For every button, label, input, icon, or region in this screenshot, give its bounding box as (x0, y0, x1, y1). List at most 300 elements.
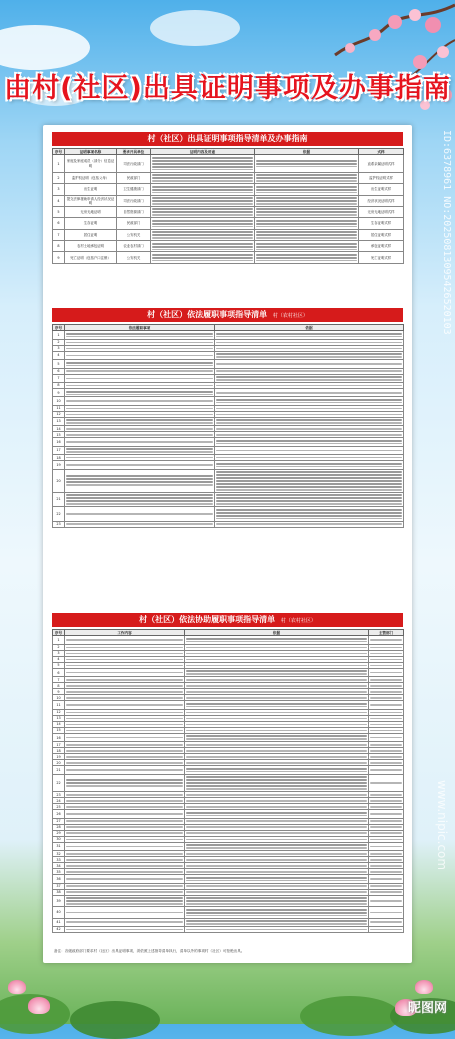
section2-table (52, 324, 404, 528)
text-line-placeholder (186, 653, 367, 655)
duty-basis (215, 397, 404, 405)
row-number: 7 (53, 374, 65, 382)
text-line-placeholder (370, 813, 402, 815)
col-header: 依据 (215, 325, 404, 331)
text-line-placeholder (186, 853, 367, 855)
col-header: 证明内容及用途 (151, 149, 255, 155)
text-line-placeholder (152, 257, 253, 259)
duty-item (65, 360, 215, 368)
col-header: 序号 (53, 630, 65, 636)
text-line-placeholder (216, 443, 402, 445)
text-line-placeholder (66, 744, 183, 746)
item-form: 监护权证明式样 (359, 172, 404, 183)
item-basis (255, 206, 359, 217)
assist-basis (185, 733, 369, 741)
text-line-placeholder (216, 523, 402, 525)
duty-item (65, 507, 215, 521)
assist-item (65, 636, 185, 644)
text-line-placeholder (66, 434, 213, 436)
text-line-placeholder (186, 891, 367, 893)
text-line-placeholder (66, 365, 213, 367)
text-line-placeholder (186, 638, 367, 640)
text-line-placeholder (256, 203, 357, 205)
text-line-placeholder (370, 832, 402, 834)
text-line-placeholder (370, 659, 402, 661)
page-title: 由村(社区)出具证明事项及办事指南 (4, 73, 451, 104)
table-row (53, 195, 404, 206)
text-line-placeholder (370, 762, 402, 764)
row-number: 13 (53, 417, 65, 425)
row-number: 5 (53, 662, 65, 668)
duty-basis (215, 446, 404, 454)
text-line-placeholder (186, 665, 367, 667)
site-logo: 昵图网 (407, 1001, 447, 1016)
text-line-placeholder (216, 500, 402, 502)
text-line-placeholder (186, 685, 367, 687)
text-line-placeholder (66, 370, 213, 372)
col-header: 工作内容 (65, 630, 185, 636)
text-line-placeholder (216, 370, 402, 372)
row-number: 2 (53, 644, 65, 650)
row-number: 19 (53, 754, 65, 760)
text-line-placeholder (152, 211, 253, 213)
item-name: 死亡证明（包括户口注销） (65, 252, 117, 263)
duty-item (65, 492, 215, 506)
text-line-placeholder (66, 385, 213, 387)
text-line-placeholder (216, 385, 402, 387)
assist-item (65, 766, 185, 774)
text-line-placeholder (152, 246, 253, 248)
text-line-placeholder (256, 246, 357, 248)
text-line-placeholder (370, 846, 402, 848)
row-number: 8 (53, 383, 65, 389)
text-line-placeholder (216, 450, 402, 452)
table-row (53, 374, 404, 382)
text-line-placeholder (370, 853, 402, 855)
item-content (151, 172, 255, 183)
text-line-placeholder (186, 697, 367, 699)
row-number: 7 (53, 229, 65, 240)
text-line-placeholder (186, 691, 367, 693)
assist-basis (185, 810, 369, 818)
text-line-placeholder (370, 744, 402, 746)
text-line-placeholder (66, 885, 183, 887)
section3-heading (52, 613, 403, 627)
row-number: 39 (53, 895, 65, 906)
text-line-placeholder (370, 665, 402, 667)
duty-basis (215, 461, 404, 469)
item-name: 出生证明 (65, 184, 117, 195)
text-line-placeholder (152, 174, 253, 176)
issuing-unit: 民政部门 (117, 218, 151, 229)
duty-basis (215, 360, 404, 368)
item-basis (255, 252, 359, 263)
duty-basis (215, 469, 404, 492)
text-line-placeholder (186, 897, 367, 899)
text-line-placeholder (66, 653, 183, 655)
row-number: 4 (53, 195, 65, 206)
text-line-placeholder (66, 826, 183, 828)
table-row (53, 438, 404, 446)
issuing-unit: 公安机关 (117, 252, 151, 263)
issuing-unit: 司法行政部门 (117, 195, 151, 206)
duty-item (65, 397, 215, 405)
section3-heading-text: 村（社区）依法协助履职事项指导清单 (139, 615, 276, 624)
row-number: 19 (53, 461, 65, 469)
text-line-placeholder (66, 475, 213, 477)
text-line-placeholder (66, 503, 213, 505)
text-line-placeholder (66, 481, 213, 483)
issuing-unit: 卫生健康部门 (117, 184, 151, 195)
text-line-placeholder (66, 750, 183, 752)
table-row (53, 507, 404, 521)
text-line-placeholder (216, 379, 402, 381)
section3-table (52, 629, 404, 933)
assist-basis (185, 668, 369, 676)
text-line-placeholder (370, 794, 402, 796)
text-line-placeholder (256, 260, 357, 262)
duty-item (65, 389, 215, 397)
text-line-placeholder (66, 785, 183, 787)
row-number: 7 (53, 677, 65, 683)
table-row (53, 668, 404, 676)
row-number: 8 (53, 241, 65, 252)
section1-heading-text: 村（社区）出具证明事项指导清单及办事指南 (147, 134, 308, 143)
row-number: 25 (53, 804, 65, 810)
text-line-placeholder (66, 523, 213, 525)
text-line-placeholder (186, 776, 367, 778)
text-line-placeholder (256, 197, 357, 199)
row-number: 17 (53, 446, 65, 454)
row-number: 8 (53, 683, 65, 689)
watermark-id: ID:6378961 NO:20250813095426520103 (441, 130, 452, 335)
text-line-placeholder (66, 897, 183, 899)
item-name: 无房无地证明 (65, 206, 117, 217)
text-line-placeholder (256, 257, 357, 259)
item-name: 家庭及家庭成员（部分）信息证明 (65, 155, 117, 172)
text-line-placeholder (186, 909, 367, 911)
text-line-placeholder (66, 865, 183, 867)
row-number: 12 (53, 411, 65, 417)
item-content (151, 206, 255, 217)
text-line-placeholder (256, 186, 357, 188)
text-line-placeholder (186, 859, 367, 861)
text-line-placeholder (186, 730, 367, 732)
row-number: 30 (53, 836, 65, 842)
item-form: 无房无地证明式样 (359, 206, 404, 217)
text-line-placeholder (66, 891, 183, 893)
text-line-placeholder (370, 929, 402, 931)
table-row (53, 229, 404, 240)
text-line-placeholder (216, 503, 402, 505)
text-line-placeholder (186, 782, 367, 784)
text-line-placeholder (256, 163, 357, 165)
text-line-placeholder (256, 249, 357, 251)
text-line-placeholder (216, 434, 402, 436)
text-line-placeholder (66, 497, 213, 499)
duty-item (65, 351, 215, 359)
competent-dept (369, 668, 404, 676)
text-line-placeholder (370, 885, 402, 887)
competent-dept (369, 842, 404, 850)
text-line-placeholder (186, 912, 367, 914)
table-row (53, 875, 404, 883)
text-line-placeholder (66, 422, 213, 424)
text-line-placeholder (216, 428, 402, 430)
text-line-placeholder (152, 249, 253, 251)
duty-item (65, 461, 215, 469)
row-number: 35 (53, 869, 65, 875)
text-line-placeholder (370, 672, 402, 674)
text-line-placeholder (370, 647, 402, 649)
text-line-placeholder (370, 900, 402, 902)
table-row (53, 184, 404, 195)
duty-item (65, 446, 215, 454)
text-line-placeholder (66, 737, 183, 739)
col-header: 序号 (53, 325, 65, 331)
lotus-flower (28, 997, 50, 1014)
competent-dept (369, 907, 404, 918)
row-number: 6 (53, 368, 65, 374)
text-line-placeholder (216, 422, 402, 424)
text-line-placeholder (152, 234, 253, 236)
item-content (151, 195, 255, 206)
item-basis (255, 241, 359, 252)
text-line-placeholder (66, 779, 183, 781)
text-line-placeholder (186, 832, 367, 834)
text-line-placeholder (216, 399, 402, 401)
text-line-placeholder (216, 497, 402, 499)
duty-basis (215, 492, 404, 506)
text-line-placeholder (370, 878, 402, 880)
text-line-placeholder (186, 659, 367, 661)
row-number: 3 (53, 184, 65, 195)
text-line-placeholder (216, 466, 402, 468)
text-line-placeholder (216, 342, 402, 344)
text-line-placeholder (186, 679, 367, 681)
text-line-placeholder (216, 457, 402, 459)
text-line-placeholder (370, 859, 402, 861)
item-form: 经济状况证明式样 (359, 195, 404, 206)
issuing-unit: 司法行政部门 (117, 155, 151, 172)
table-row (53, 469, 404, 492)
text-line-placeholder (186, 880, 367, 882)
text-line-placeholder (66, 730, 183, 732)
text-line-placeholder (370, 697, 402, 699)
lotus-decoration (0, 934, 455, 1024)
text-line-placeholder (66, 348, 213, 350)
text-line-placeholder (152, 220, 253, 222)
text-line-placeholder (370, 712, 402, 714)
col-header: 式样 (359, 149, 404, 155)
text-line-placeholder (186, 735, 367, 737)
item-basis (255, 172, 359, 183)
row-number: 5 (53, 206, 65, 217)
text-line-placeholder (152, 226, 253, 228)
text-line-placeholder (66, 832, 183, 834)
text-line-placeholder (256, 180, 357, 182)
text-line-placeholder (152, 237, 253, 239)
text-line-placeholder (152, 254, 253, 256)
text-line-placeholder (66, 336, 213, 338)
section2-heading-text: 村（社区）依法履职事项指导清单 (147, 310, 268, 319)
text-line-placeholder (186, 915, 367, 917)
text-line-placeholder (370, 839, 402, 841)
text-line-placeholder (186, 771, 367, 773)
row-number: 21 (53, 766, 65, 774)
item-name: 监护权证明（包括父母） (65, 172, 117, 183)
text-line-placeholder (216, 515, 402, 517)
row-number: 9 (53, 689, 65, 695)
row-number: 15 (53, 727, 65, 733)
text-line-placeholder (256, 226, 357, 228)
assist-basis (185, 636, 369, 644)
table-row (53, 701, 404, 709)
lotus-flower (415, 980, 433, 994)
text-line-placeholder (256, 214, 357, 216)
row-number: 27 (53, 818, 65, 824)
text-line-placeholder (152, 200, 253, 202)
competent-dept (369, 774, 404, 791)
lotus-leaf (70, 1001, 160, 1039)
text-line-placeholder (66, 806, 183, 808)
text-line-placeholder (66, 839, 183, 841)
row-number: 16 (53, 438, 65, 446)
assist-basis (185, 766, 369, 774)
table-row (53, 218, 404, 229)
text-line-placeholder (186, 877, 367, 879)
assist-item (65, 701, 185, 709)
text-line-placeholder (66, 900, 183, 902)
row-number: 2 (53, 339, 65, 345)
row-number: 31 (53, 842, 65, 850)
text-line-placeholder (186, 929, 367, 931)
assist-basis (185, 918, 369, 926)
assist-item (65, 926, 185, 932)
text-line-placeholder (186, 738, 367, 740)
text-line-placeholder (370, 737, 402, 739)
text-line-placeholder (216, 474, 402, 476)
text-line-placeholder (66, 394, 213, 396)
text-line-placeholder (66, 712, 183, 714)
assist-item (65, 774, 185, 791)
item-content (151, 155, 255, 172)
assist-item (65, 907, 185, 918)
duty-basis (215, 521, 404, 527)
text-line-placeholder (186, 903, 367, 905)
text-line-placeholder (216, 353, 402, 355)
text-line-placeholder (152, 189, 253, 191)
competent-dept (369, 926, 404, 932)
text-line-placeholder (370, 756, 402, 758)
text-line-placeholder (186, 647, 367, 649)
competent-dept (369, 895, 404, 906)
table-row (53, 252, 404, 263)
text-line-placeholder (66, 820, 183, 822)
text-line-placeholder (66, 391, 213, 393)
text-line-placeholder (66, 500, 213, 502)
text-line-placeholder (66, 718, 183, 720)
text-line-placeholder (66, 685, 183, 687)
text-line-placeholder (256, 234, 357, 236)
text-line-placeholder (66, 414, 213, 416)
assist-item (65, 895, 185, 906)
row-number: 6 (53, 218, 65, 229)
text-line-placeholder (66, 342, 213, 344)
item-form: 出生证明式样 (359, 184, 404, 195)
text-line-placeholder (186, 826, 367, 828)
text-line-placeholder (216, 333, 402, 335)
row-number: 16 (53, 733, 65, 741)
row-number: 24 (53, 798, 65, 804)
assist-basis (185, 842, 369, 850)
text-line-placeholder (216, 512, 402, 514)
text-line-placeholder (66, 478, 213, 480)
lotus-leaf (300, 996, 400, 1036)
assist-item (65, 733, 185, 741)
table-row (53, 351, 404, 359)
col-header: 要求开具单位 (117, 149, 151, 155)
text-line-placeholder (186, 670, 367, 672)
text-line-placeholder (216, 463, 402, 465)
section2-heading-sub: 村（农村社区） (272, 313, 308, 319)
table-row (53, 895, 404, 906)
text-line-placeholder (66, 769, 183, 771)
text-line-placeholder (186, 839, 367, 841)
table-row (53, 446, 404, 454)
row-number: 41 (53, 918, 65, 926)
text-line-placeholder (152, 160, 253, 162)
text-line-placeholder (66, 903, 183, 905)
section3-heading-sub: 村（农村社区） (280, 618, 316, 624)
text-line-placeholder (186, 706, 367, 708)
col-header: 主管部门 (369, 630, 404, 636)
table-row (53, 636, 404, 644)
item-form: 居住证明式样 (359, 229, 404, 240)
row-number: 12 (53, 709, 65, 715)
row-number: 9 (53, 389, 65, 397)
duty-basis (215, 507, 404, 521)
text-line-placeholder (186, 712, 367, 714)
row-number: 15 (53, 432, 65, 438)
row-number: 29 (53, 830, 65, 836)
text-line-placeholder (216, 483, 402, 485)
duty-item (65, 438, 215, 446)
row-number: 36 (53, 875, 65, 883)
item-name: 农村土地承包证明 (65, 241, 117, 252)
table-row (53, 918, 404, 926)
issuing-unit: 自然资源部门 (117, 206, 151, 217)
text-line-placeholder (152, 223, 253, 225)
text-line-placeholder (370, 685, 402, 687)
item-basis (255, 195, 359, 206)
text-line-placeholder (370, 871, 402, 873)
section2-heading (52, 308, 403, 322)
row-number: 20 (53, 469, 65, 492)
item-form: 直系亲属证明式样 (359, 155, 404, 172)
text-line-placeholder (370, 750, 402, 752)
table-row (53, 774, 404, 791)
text-line-placeholder (66, 724, 183, 726)
text-line-placeholder (66, 929, 183, 931)
col-header: 序号 (53, 149, 65, 155)
text-line-placeholder (216, 440, 402, 442)
table-row (53, 926, 404, 932)
item-content (151, 229, 255, 240)
text-line-placeholder (186, 762, 367, 764)
text-line-placeholder (216, 480, 402, 482)
text-line-placeholder (256, 231, 357, 233)
